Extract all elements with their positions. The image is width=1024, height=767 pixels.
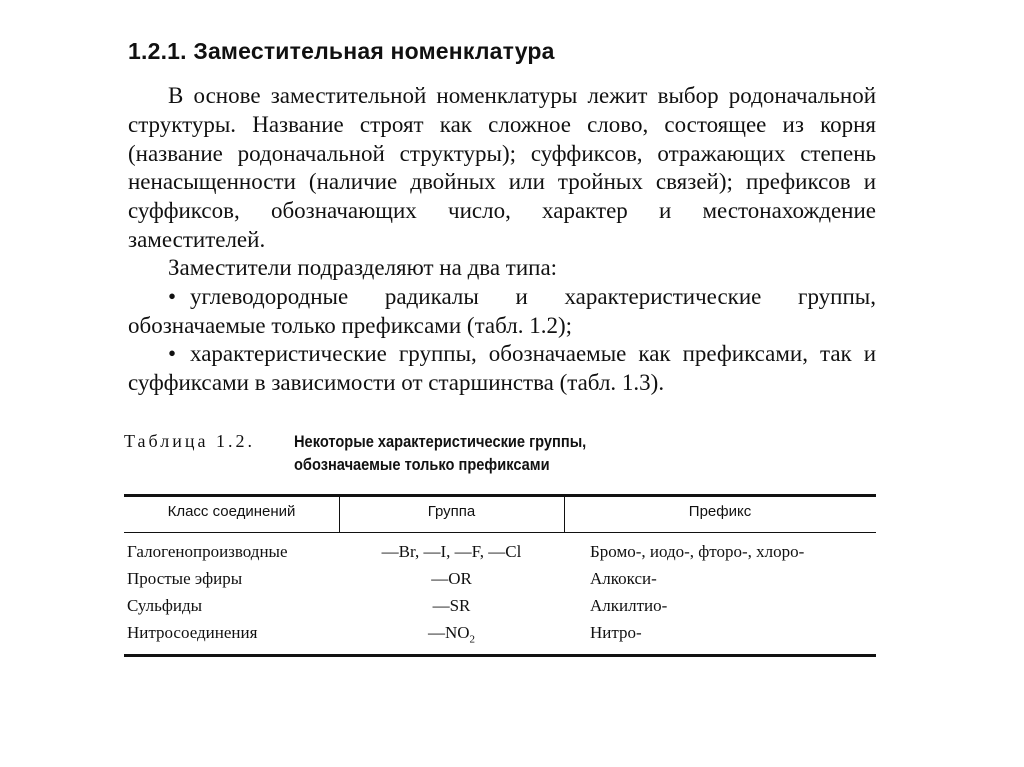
cell-group: —OR — [431, 569, 472, 588]
cell-prefix: Бромо-, иодо-, фторо-, хлоро- — [590, 542, 805, 561]
bullet-text: углеводородные радикалы и характеристические группы, обозначаемые только префиксами (табл. 1.2); — [128, 283, 876, 338]
header-class: Класс соединений — [167, 503, 296, 520]
group-subscript: 2 — [469, 633, 476, 646]
cell-prefix: Алкокси- — [590, 569, 657, 588]
substituents-block — [128, 254, 876, 398]
header-group: Группа — [427, 503, 476, 520]
cell-group: —SR — [432, 596, 471, 615]
cell-class: Простые эфиры — [127, 569, 243, 588]
bullet-item — [128, 340, 876, 398]
cell-prefix: Алкилтио- — [590, 596, 668, 615]
table-caption-title-line: Некоторые характеристические группы, — [294, 432, 587, 451]
cell-class: Нитросоединения — [127, 623, 258, 642]
intro-paragraph-block — [128, 82, 876, 255]
table-caption-label: Таблица 1.2. — [124, 431, 255, 451]
bullet-dot-icon: • — [168, 341, 177, 367]
table-row — [124, 542, 876, 570]
cell-group — [339, 623, 564, 645]
paragraph-2: Заместители подразделяют на два типа: — [168, 255, 558, 280]
header-prefix: Префикс — [688, 503, 752, 520]
group-formula: —NO — [427, 623, 470, 642]
table-caption-title — [294, 430, 741, 476]
table-row — [124, 569, 876, 597]
table-bottom-rule — [124, 654, 876, 657]
paragraph-1: В основе заместительной номенклатуры лежит выбор родоначальной структуры. Название строят как сложное слово, состоящее из корня (название родоначальной структуры); суффиксов, отражающих степень ненасыщенности (наличие двойных или тройных связей); префиксов и суффиксов, обозначающих число, характер и местонахождение заместителей. — [128, 83, 876, 252]
table-row — [124, 596, 876, 624]
table-caption-title-line: обозначаемые только префиксами — [294, 455, 550, 474]
prefix-groups-table — [124, 494, 876, 660]
section-heading: 1.2.1. Заместительная номенклатура — [128, 38, 555, 64]
bullet-text: характеристические группы, обозначаемые как префиксами, так и суффиксами в зависимости от старшинства (табл. 1.3). — [128, 341, 876, 396]
cell-prefix: Нитро- — [590, 623, 642, 642]
table-top-rule — [124, 494, 876, 497]
cell-group: —Br, —I, —F, —Cl — [381, 542, 522, 561]
table-row — [124, 623, 876, 651]
bullet-dot-icon: • — [168, 283, 177, 309]
bullet-item — [128, 283, 876, 341]
table-header-rule — [124, 532, 876, 533]
cell-class: Сульфиды — [127, 596, 203, 615]
cell-class: Галогенопроизводные — [127, 542, 288, 561]
